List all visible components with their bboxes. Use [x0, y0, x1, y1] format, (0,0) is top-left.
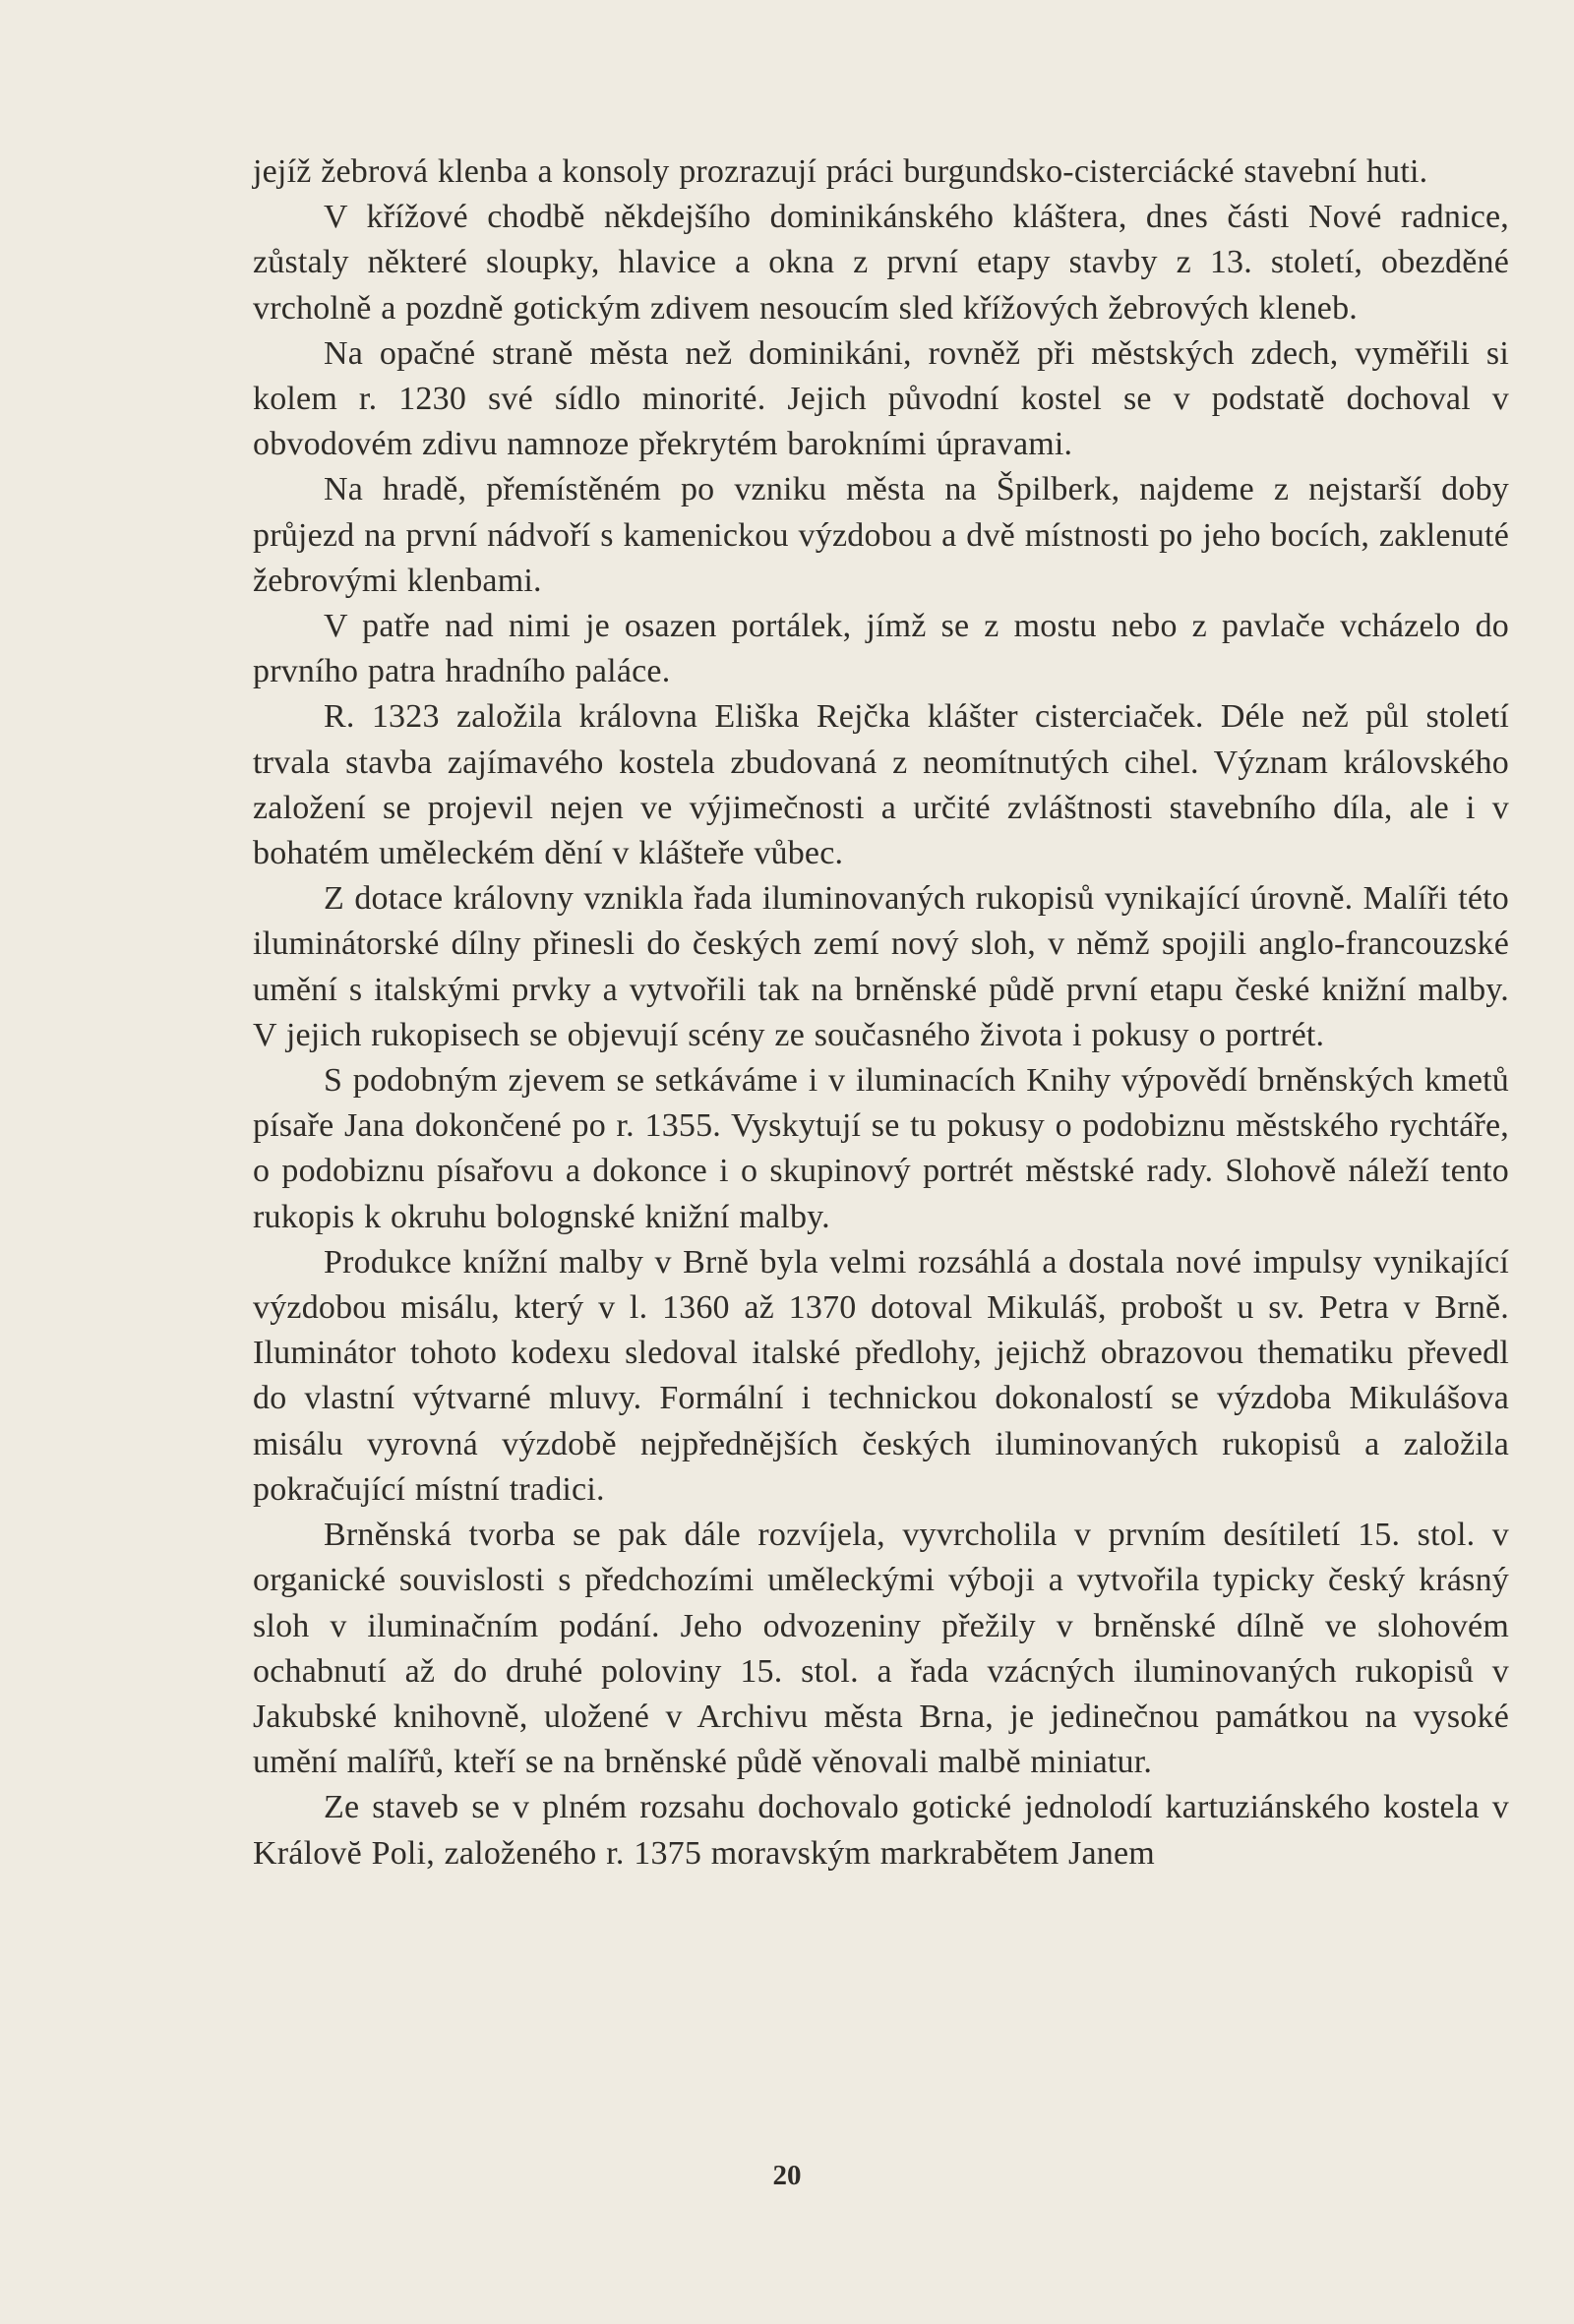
paragraph-book-of-testimonies: S podobným zjevem se setkáváme i v iluminacích Knihy výpovědí brněnských kmetů písaře Jana dokončené po r. 1355. Vyskytují se tu pokusy o podobiznu městského rychtáře, o podobiznu písařovu a dokonce i o skupinový portrét městské rady. Slohově náleží tento rukopis k okruhu bolognské knižní malby. [253, 1062, 1509, 1235]
paragraph-missal: Produkce knížní malby v Brně byla velmi rozsáhlá a dostala nové impulsy vynikající výzdobou misálu, který v l. 1360 až 1370 dotoval Mikuláš, probošt u sv. Petra v Brně. Iluminátor tohoto kodexu sledoval italské předlohy, jejichž obrazovou thematiku převedl do vlastní výtvarné mluvy. Formální i technickou dokonalostí se výzdoba Mikulášova misálu vyrovná výzdobě nejpřednějších českých iluminovaných rukopisů a založila pokračující místní tradici. [253, 1243, 1509, 1508]
paragraph-cistercian-convent: R. 1323 založila královna Eliška Rejčka klášter cisterciaček. Déle než půl století trvala stavba zajímavého kostela zbudovaná z neomítnutých cihel. Význam královského založení se projevil nejen ve výjimečnosti a určité zvláštnosti stavebního díla, ale i v bohatém uměleckém dění v klášteře vůbec. [253, 698, 1509, 872]
paragraph-illuminated-manuscripts: Z dotace královny vznikla řada iluminovaných rukopisů vynikající úrovně. Malíři této iluminátorské dílny přinesli do českých zemí nový sloh, v němž spojili anglo-francouzské umění s italskými prvky a vytvořili tak na brněnské půdě první etapu české knižní malby. V jejich rukopisech se objevují scény ze současného života i pokusy o portrét. [253, 880, 1509, 1053]
paragraph-continuation: jejíž žebrová klenba a konsoly prozrazují práci burgundsko-cisterciácké stavební huti. [253, 153, 1428, 190]
paragraph-dominican-cloister: V křížové chodbě někdejšího dominikánského kláštera, dnes části Nové radnice, zůstaly některé sloupky, hlavice a okna z první etapy stavby z 13. století, obezděné vrcholně a pozdně gotickým zdivem nesoucím sled křížových žebrových kleneb. [253, 199, 1509, 327]
paragraph-minorites: Na opačné straně města než dominikáni, rovněž při městských zdech, vyměřili si kolem r. 1230 své sídlo minorité. Jejich původní kostel se v podstatě dochoval v obvodovém zdivu namnoze překrytém barokními úpravami. [253, 334, 1509, 463]
paragraph-carthusian-church: Ze staveb se v plném rozsahu dochovalo gotické jednolodí kartuziánského kostela v Královĕ Poli, založeného r. 1375 moravským markrabětem Janem [253, 1789, 1509, 1872]
paragraph-portal: V patře nad nimi je osazen portálek, jímž se z mostu nebo z pavlače vcházelo do prvního patra hradního paláce. [253, 608, 1509, 690]
body-text [253, 149, 1509, 1877]
paragraph-brno-workshop: Brněnská tvorba se pak dále rozvíjela, vyvrcholila v prvním desítiletí 15. stol. v organické souvislosti s předchozími uměleckými výboji a vytvořila typicky český krásný sloh v iluminačním podání. Jeho odvozeniny přežily v brněnské dílně ve slohovém ochabnutí až do druhé poloviny 15. stol. a řada vzácných iluminovaných rukopisů v Jakubské knihovně, uložené v Archivu města Brna, je jedinečnou památkou na vysoké umění malířů, kteří se na brněnské půdě věnovali malbě miniatur. [253, 1517, 1509, 1781]
paragraph-spilberk-castle: Na hradě, přemístěném po vzniku města na Špilberk, najdeme z nejstarší doby průjezd na první nádvoří s kamenickou výzdobou a dvě místnosti po jeho bocích, zaklenuté žebrovými klenbami. [253, 471, 1509, 599]
page-number: 20 [772, 2160, 802, 2191]
